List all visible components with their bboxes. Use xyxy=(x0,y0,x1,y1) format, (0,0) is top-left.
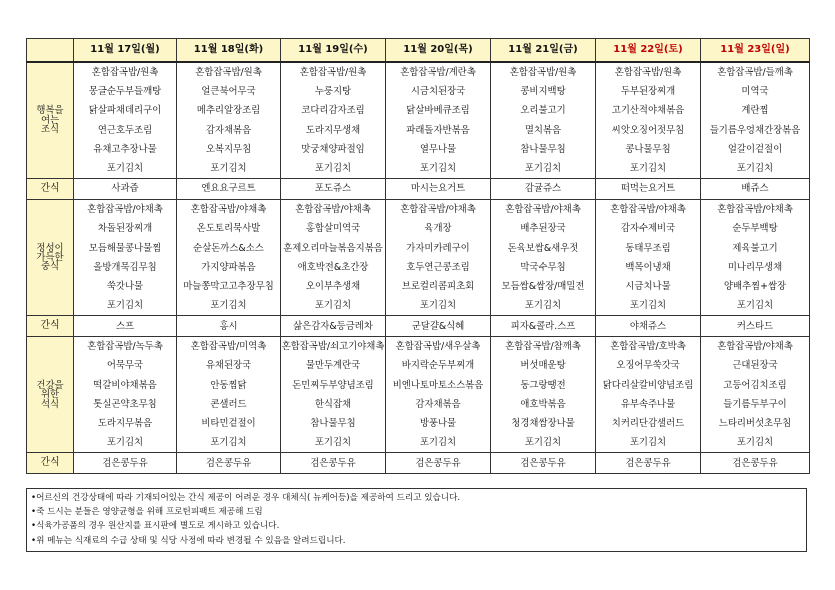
note-line: •식육가공품의 경우 원산지를 표시판에 별도로 게시하고 있습니다. xyxy=(31,521,280,532)
menu-item: 시금치나물 xyxy=(625,280,671,292)
meal-cell xyxy=(491,62,596,179)
menu-item: 콘샐러드 xyxy=(210,398,247,410)
menu-item: 연근호두조림 xyxy=(97,124,153,136)
menu-item: 호두연근콩조림 xyxy=(406,261,470,273)
menu-item: 포기김치 xyxy=(629,162,667,174)
snack-cell: 야채쥬스 xyxy=(596,316,701,337)
menu-item: 혼합잡곡밥/미역촉 xyxy=(190,341,267,353)
meal-cell xyxy=(74,62,177,179)
snack-cell: 사과즙 xyxy=(74,179,177,200)
menu-item: 포기김치 xyxy=(524,300,562,312)
menu-item: 혼합잡곡밥/들깨촉 xyxy=(717,67,793,78)
menu-item: 들기름우엉채간장볶음 xyxy=(709,124,801,136)
corner-cell xyxy=(27,39,74,63)
meal-row xyxy=(27,62,810,179)
menu-item: 버섯매운탕 xyxy=(520,360,566,372)
menu-item: 포기김치 xyxy=(419,162,457,174)
menu-item: 포기김치 xyxy=(419,300,457,312)
menu-item: 코다리감자조림 xyxy=(301,105,365,117)
menu-item: 혼합잡곡밥/야채촉 xyxy=(717,204,793,216)
menu-item: 콩비지백탕 xyxy=(520,86,566,98)
meal-label: 정성이 가득한 중식 xyxy=(27,200,74,316)
menu-item: 혼합잡곡밥/새우살촉 xyxy=(395,341,481,353)
menu-item: 혼합잡곡밥/야채촉 xyxy=(400,204,476,216)
meal-cell xyxy=(386,62,491,179)
meal-cell xyxy=(596,337,701,453)
menu-item: 비타민겉절이 xyxy=(201,418,256,429)
meal-row xyxy=(27,337,810,453)
menu-item: 막국수무침 xyxy=(520,261,566,273)
menu-item: 혼합잡곡밥/원촉 xyxy=(299,67,367,78)
menu-item: 포기김치 xyxy=(629,437,667,449)
menu-item: 혼합잡곡밥/야채촉 xyxy=(190,204,267,216)
snack-label: 간식 xyxy=(27,316,74,337)
meal-cell xyxy=(74,200,177,316)
menu-item: 마늘쫑막고고추장무침 xyxy=(183,280,274,292)
snack-cell: 커스타드 xyxy=(701,316,810,337)
menu-item: 도라지무생채 xyxy=(305,124,361,136)
meal-cell xyxy=(281,337,386,453)
menu-item: 혼합잡곡밥/야채촉 xyxy=(717,341,793,353)
menu-item: 오징어무쑥갓국 xyxy=(616,360,680,372)
meal-cell xyxy=(701,62,810,179)
meal-cell xyxy=(491,337,596,453)
snack-cell: 검은콩두유 xyxy=(386,453,491,474)
menu-item: 포기김치 xyxy=(106,162,144,174)
meal-label: 행복을 여는 조식 xyxy=(27,62,74,179)
menu-item: 포기김치 xyxy=(419,437,457,449)
day-header: 11월 23일(일) xyxy=(701,39,810,63)
menu-item: 안동찜닭 xyxy=(210,379,247,391)
menu-item: 쑥갓나물 xyxy=(106,280,144,292)
meal-row xyxy=(27,200,810,316)
meal-cell xyxy=(386,337,491,453)
menu-item: 미나리무생채 xyxy=(727,261,783,273)
snack-cell: 엔요요구르트 xyxy=(177,179,281,200)
menu-item: 혼합잡곡밥/원촉 xyxy=(614,67,682,78)
menu-item: 포기김치 xyxy=(210,300,247,312)
menu-item: 포기김치 xyxy=(629,300,667,312)
menu-item: 배추된장국 xyxy=(520,223,566,235)
menu-item: 포기김치 xyxy=(736,300,774,312)
meal-cell xyxy=(491,200,596,316)
menu-item: 돈민찌두부양념조림 xyxy=(292,379,374,391)
meal-cell xyxy=(701,337,810,453)
menu-item: 감자채볶음 xyxy=(415,398,461,410)
menu-item: 순두부백탕 xyxy=(732,223,778,235)
menu-item: 모듬해물콩나물찜 xyxy=(88,242,162,254)
snack-row xyxy=(27,316,810,337)
menu-item: 포기김치 xyxy=(736,162,774,174)
menu-item: 포기김치 xyxy=(106,437,144,449)
menu-item: 애호박전&초간장 xyxy=(297,261,369,273)
note-line: •죽 드시는 분들은 영양균형을 위해 프로틴피팩트 제공해 드림 xyxy=(31,507,263,518)
menu-item: 혼합잡곡밥/야채촉 xyxy=(610,204,686,216)
menu-item: 오복지무침 xyxy=(205,143,252,155)
menu-item: 얼갈이겉절이 xyxy=(727,143,783,155)
snack-cell: 마시는요거트 xyxy=(386,179,491,200)
menu-item: 애호박볶음 xyxy=(520,398,566,410)
menu-item: 오리불고기 xyxy=(520,105,566,117)
snack-cell: 홍시 xyxy=(177,316,281,337)
meal-cell xyxy=(596,200,701,316)
menu-item: 닭다리살칼비양념조림 xyxy=(602,379,694,391)
menu-item: 참나물무침 xyxy=(520,143,566,155)
snack-cell: 떠먹는요거트 xyxy=(596,179,701,200)
meal-cell xyxy=(596,62,701,179)
menu-item: 혼합잡곡밥/녹두촉 xyxy=(87,341,163,353)
day-header: 11월 17일(월) xyxy=(74,39,177,63)
menu-item: 육개장 xyxy=(424,223,452,235)
menu-item: 근대된장국 xyxy=(732,360,778,372)
snack-cell: 삶은감자&등금레차 xyxy=(281,316,386,337)
menu-item: 혼합잡곡밥/참깨촉 xyxy=(505,341,581,353)
menu-item: 닭살파채데리구이 xyxy=(88,105,162,117)
weekly-menu-table xyxy=(26,38,810,474)
menu-item: 어묵무국 xyxy=(106,360,144,372)
menu-item: 바지락순두부찌개 xyxy=(401,360,475,372)
menu-item: 백목이냉채 xyxy=(625,261,671,273)
menu-item: 시금치된장국 xyxy=(410,86,466,98)
menu-item: 온도토리묵사발 xyxy=(196,223,261,235)
menu-item: 계란찜 xyxy=(741,105,769,117)
menu-item: 한식잡채 xyxy=(314,398,352,410)
snack-cell: 스프 xyxy=(74,316,177,337)
menu-item: 감자수제비국 xyxy=(620,223,676,235)
meal-cell xyxy=(177,337,281,453)
menu-item: 포기김치 xyxy=(524,162,562,174)
snack-cell: 감귤쥬스 xyxy=(491,179,596,200)
day-header: 11월 21일(금) xyxy=(491,39,596,63)
meal-cell xyxy=(74,337,177,453)
menu-item: 파래돌자반볶음 xyxy=(406,124,470,136)
snack-cell: 검은콩두유 xyxy=(701,453,810,474)
menu-item: 브로컬리콤피초회 xyxy=(401,280,475,292)
snack-cell: 검은콩두유 xyxy=(177,453,281,474)
menu-item: 얼큰북어무국 xyxy=(201,86,256,98)
snack-label: 간식 xyxy=(27,179,74,200)
menu-item: 맛궁채양파절임 xyxy=(301,143,365,155)
day-header: 11월 18일(화) xyxy=(177,39,281,63)
menu-item: 씨앗오징어젓무침 xyxy=(611,124,685,136)
menu-item: 가자미카레구이 xyxy=(406,242,470,254)
menu-item: 고기산적야채볶음 xyxy=(611,105,685,117)
menu-item: 양배추찜+쌈장 xyxy=(723,280,787,292)
menu-item: 돈육보쌈&새우젓 xyxy=(507,242,579,254)
menu-item: 두부된장찌개 xyxy=(620,86,676,98)
snack-cell: 포도쥬스 xyxy=(281,179,386,200)
menu-item: 떡갈비야채볶음 xyxy=(93,379,157,391)
menu-item: 멸치볶음 xyxy=(524,124,562,136)
snack-row xyxy=(27,453,810,474)
menu-item: 유채고추장나물 xyxy=(93,143,157,155)
menu-item: 포기김치 xyxy=(106,300,144,312)
day-header: 11월 22일(토) xyxy=(596,39,701,63)
meal-label: 건강을 위한 석식 xyxy=(27,337,74,453)
meal-cell xyxy=(281,62,386,179)
menu-item: 포기김치 xyxy=(210,437,247,449)
day-header: 11월 19일(수) xyxy=(281,39,386,63)
menu-item: 물만두계란국 xyxy=(305,360,361,372)
snack-cell: 검은콩두유 xyxy=(596,453,701,474)
menu-item: 유채된장국 xyxy=(205,360,252,372)
menu-item: 메추리알장조림 xyxy=(196,105,261,117)
menu-item: 순살돈까스&소스 xyxy=(193,242,264,254)
menu-item: 열무나물 xyxy=(419,143,457,155)
menu-item: 들기름두부구이 xyxy=(723,398,787,410)
day-header: 11월 20일(목) xyxy=(386,39,491,63)
menu-item: 미역국 xyxy=(741,86,769,98)
snack-label: 간식 xyxy=(27,453,74,474)
meal-cell xyxy=(177,62,281,179)
menu-item: 닭살바베큐조림 xyxy=(406,105,470,117)
menu-item: 혼합잡곡밥/야채촉 xyxy=(505,204,581,216)
menu-item: 혼합잡곡밥/원촉 xyxy=(195,67,262,78)
menu-item: 혼합잡곡밥/계란촉 xyxy=(400,67,476,78)
menu-item: 혼합잡곡밥/호박촉 xyxy=(610,341,686,353)
menu-item: 동태무조림 xyxy=(625,242,671,254)
menu-item: 포기김치 xyxy=(314,437,352,449)
menu-item: 톳실곤약초무침 xyxy=(93,398,157,410)
snack-cell: 피자&콜라.스프 xyxy=(491,316,596,337)
menu-item: 참나물무침 xyxy=(310,418,356,429)
meal-cell xyxy=(281,200,386,316)
menu-item: 유부속주나물 xyxy=(620,398,676,410)
snack-row xyxy=(27,179,810,200)
snack-cell: 배쥬스 xyxy=(701,179,810,200)
menu-item: 차돌된장찌개 xyxy=(97,223,153,235)
note-line: •위 메뉴는 식재료의 수급 상태 및 식당 사정에 따라 변경될 수 있음을 알려드립니다. xyxy=(31,535,346,546)
menu-item: 감자채볶음 xyxy=(205,124,252,136)
menu-item: 포기김치 xyxy=(736,437,774,449)
menu-item: 느타리버섯초무침 xyxy=(718,418,792,429)
snack-cell: 검은콩두유 xyxy=(491,453,596,474)
menu-item: 방풍나물 xyxy=(419,418,457,429)
menu-item: 혼합잡곡밥/쇠고기야채촉 xyxy=(281,341,385,353)
menu-item: 청경채쌈장나물 xyxy=(511,418,575,429)
menu-item: 비엔나토마토소스볶음 xyxy=(392,379,484,391)
meal-cell xyxy=(386,200,491,316)
header-row xyxy=(27,39,810,63)
menu-item: 포기김치 xyxy=(524,437,562,449)
menu-item: 몽글순두부들깨탕 xyxy=(88,86,162,98)
menu-item: 혼합잡곡밥/원촉 xyxy=(91,67,159,78)
menu-item: 도라지무볶음 xyxy=(97,418,153,429)
snack-cell: 검은콩두유 xyxy=(281,453,386,474)
menu-item: 포기김치 xyxy=(314,162,352,174)
menu-item: 포기김치 xyxy=(210,162,247,174)
menu-item: 혼합잡곡밥/야채촉 xyxy=(87,204,163,216)
meal-cell xyxy=(177,200,281,316)
snack-cell: 검은콩두유 xyxy=(74,453,177,474)
meal-cell xyxy=(701,200,810,316)
notes-box xyxy=(26,488,807,552)
menu-item: 제육불고기 xyxy=(732,242,778,254)
menu-item: 훈제오리마늘볶음지볶음 xyxy=(283,242,383,254)
menu-item: 올방개묵김무침 xyxy=(93,261,157,273)
menu-item: 고등어김치조림 xyxy=(723,379,787,391)
menu-item: 포기김치 xyxy=(314,300,352,312)
menu-item: 모듬쌈&쌈장/매밀전 xyxy=(501,280,585,292)
menu-item: 콩나물무침 xyxy=(625,143,671,155)
menu-item: 혼합잡곡밥/원촉 xyxy=(509,67,577,78)
menu-item: 혼합잡곡밥/야채촉 xyxy=(295,204,371,216)
menu-item: 동그랑땡전 xyxy=(520,379,566,391)
menu-item: 누룽지탕 xyxy=(314,86,352,98)
menu-item: 가지양파볶음 xyxy=(201,261,256,273)
menu-item: 홍합살미역국 xyxy=(305,223,361,235)
menu-item: 치커리단감샐러드 xyxy=(611,418,685,429)
note-line: •어르신의 건강상태에 따라 기재되어있는 간식 제공이 어려운 경우 대체식( 뉴케어등)을 제공하여 드리고 있습니다. xyxy=(31,493,461,503)
menu-item: 오이부추생채 xyxy=(305,280,361,292)
snack-cell: 군달걀&식혜 xyxy=(386,316,491,337)
